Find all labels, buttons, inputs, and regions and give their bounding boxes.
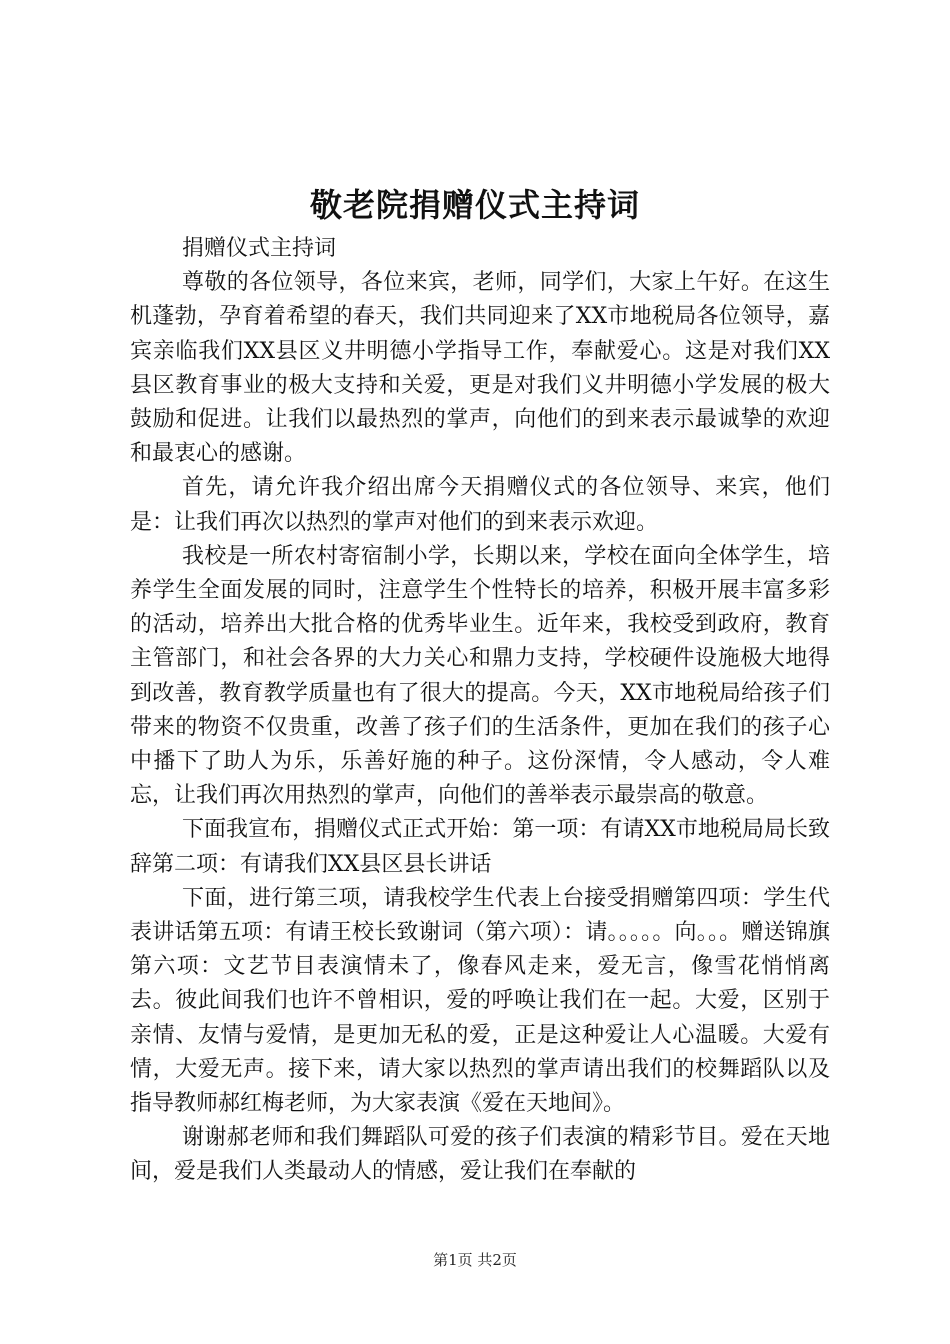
- paragraph: 下面，进行第三项，请我校学生代表上台接受捐赠第四项：学生代表讲话第五项：有请王校长致谢词（第六项）：请。。。。。向。。。赠送锦旗第六项：文艺节目表演情未了，像春风走来，爱无言，像雪花悄悄离去。彼此间我们也许不曾相识，爱的呼唤让我们在一起。大爱，区别于亲情、友情与爱情，是更加无私的爱，正是这种爱让人心温暖。大爱有情，大爱无声。接下来，请大家以热烈的掌声请出我们的校舞蹈队以及指导教师郝红梅老师，为大家表演《爱在天地间》。: [130, 885, 830, 1117]
- page-footer: 第1页 共2页: [433, 1251, 517, 1269]
- document-body: [130, 232, 830, 1190]
- paragraph: 捐赠仪式主持词: [182, 236, 337, 261]
- document-title: 敬老院捐赠仪式主持词: [309, 186, 640, 224]
- paragraph: 下面我宣布，捐赠仪式正式开始：第一项：有请XX市地税局局长致辞第二项：有请我们XX县区县长讲话: [130, 817, 830, 877]
- paragraph: 我校是一所农村寄宿制小学，长期以来，学校在面向全体学生，培养学生全面发展的同时，注意学生个性特长的培养，积极开展丰富多彩的活动，培养出大批合格的优秀毕业生。近年来，我校受到政府，教育主管部门，和社会各界的大力关心和鼎力支持，学校硬件设施极大地得到改善，教育教学质量也有了很大的提高。今天，XX市地税局给孩子们带来的物资不仅贵重，改善了孩子们的生活条件，更加在我们的孩子心中播下了助人为乐，乐善好施的种子。这份深情，令人感动，令人难忘，让我们再次用热烈的掌声，向他们的善举表示最崇高的敬意。: [130, 543, 830, 809]
- paragraph: 首先，请允许我介绍出席今天捐赠仪式的各位领导、来宾，他们是：让我们再次以热烈的掌声对他们的到来表示欢迎。: [130, 475, 830, 535]
- paragraph: 谢谢郝老师和我们舞蹈队可爱的孩子们表演的精彩节目。爱在天地间，爱是我们人类最动人的情感，爱让我们在奉献的: [130, 1125, 830, 1185]
- paragraph: 尊敬的各位领导，各位来宾，老师，同学们，大家上午好。在这生机蓬勃，孕育着希望的春天，我们共同迎来了XX市地税局各位领导，嘉宾亲临我们XX县区义井明德小学指导工作，奉献爱心。这是对我们XX县区教育事业的极大支持和关爱，更是对我们义井明德小学发展的极大鼓励和促进。让我们以最热烈的掌声，向他们的到来表示最诚挚的欢迎和最衷心的感谢。: [130, 270, 830, 467]
